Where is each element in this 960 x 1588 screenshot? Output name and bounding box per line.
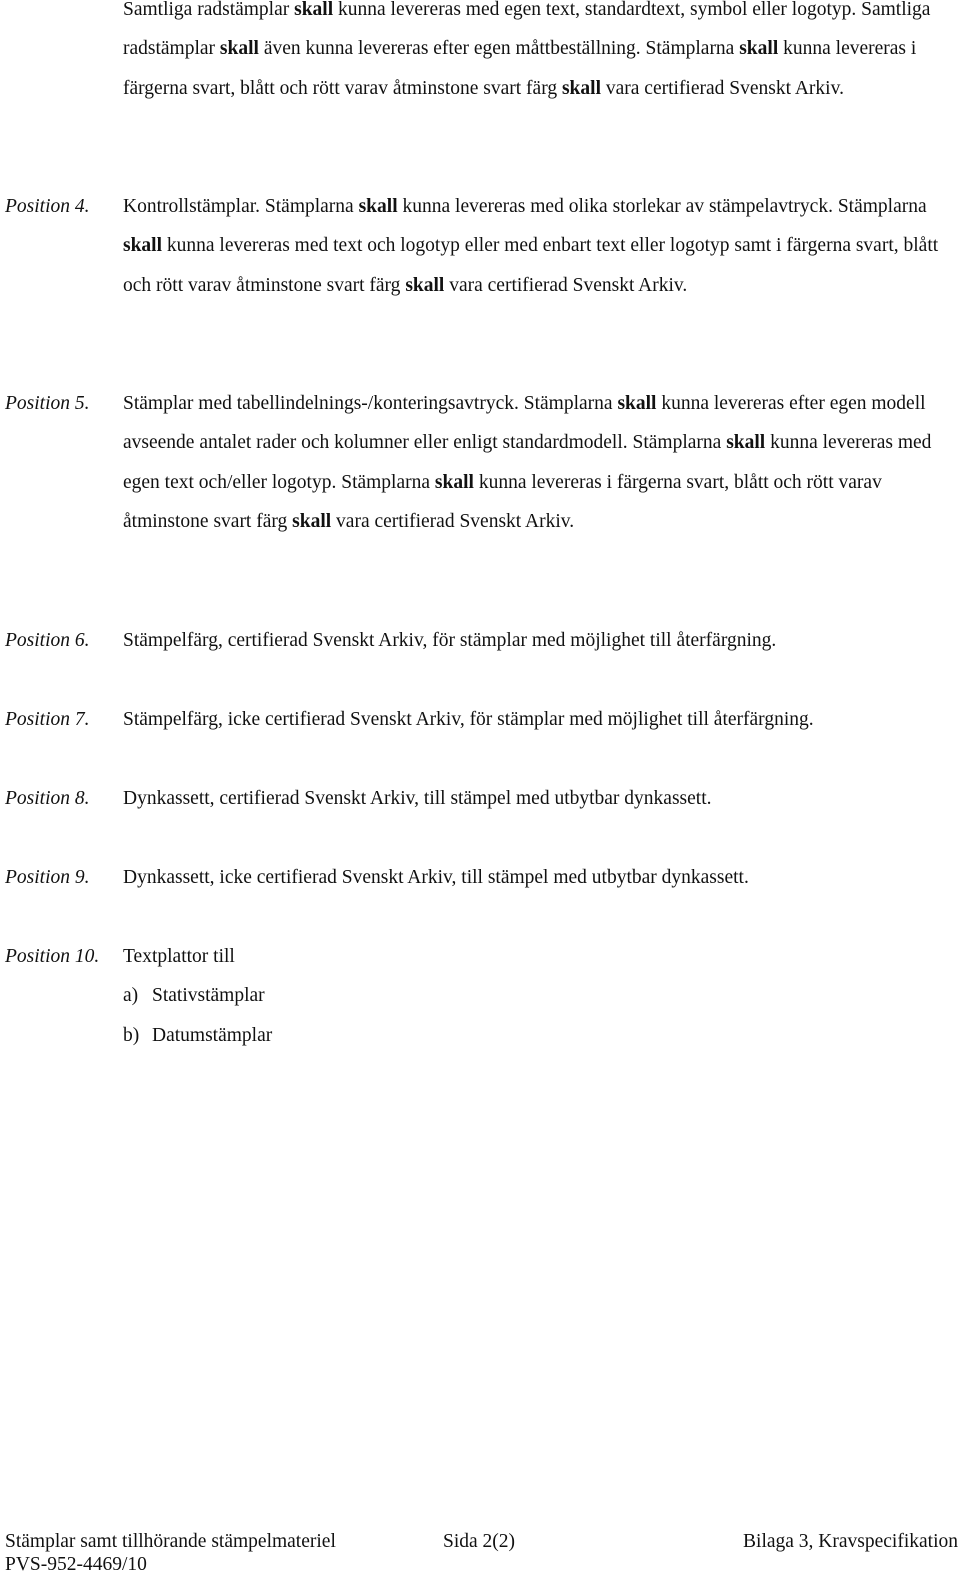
- paragraph-text: Kontrollstämplar. Stämplarna: [123, 196, 359, 217]
- position-label: Position 8.: [5, 788, 90, 809]
- paragraph-text: kunna levereras med text och logotyp eller med enbart text eller logotyp samt i färgerna svart, blått och rött varav åtminstone svart färg: [123, 235, 939, 296]
- list-marker: a): [123, 985, 139, 1007]
- position-label: Position 7.: [5, 709, 90, 730]
- emphasis-text: skall: [434, 471, 474, 493]
- paragraph-text: Stämpelfärg, certifierad Svenskt Arkiv, för stämplar med möjlighet till återfärgning.: [123, 630, 777, 651]
- position-text: [123, 858, 953, 897]
- list-marker: b): [123, 1024, 140, 1046]
- position-text: [123, 621, 953, 660]
- position-body: [123, 937, 953, 1055]
- emphasis-text: skall: [561, 77, 601, 99]
- paragraph-text: kunna levereras i färgerna svart, blått och rött varav åtminstone svart färg: [123, 38, 917, 99]
- paragraph-text: vara certifierad Svenskt Arkiv.: [601, 77, 844, 99]
- position-label: Position 9.: [5, 867, 90, 888]
- paragraph-text: kunna levereras med egen text, standardtext, symbol eller logotyp. Samtliga radstämplar: [123, 0, 931, 60]
- paragraph-text: vara certifierad Svenskt Arkiv.: [444, 274, 688, 296]
- paragraph-text: Stämplar med tabellindelnings-/konteringsavtryck. Stämplarna: [123, 393, 618, 414]
- list-item-text: Datumstämplar: [152, 1024, 273, 1046]
- position-text: [123, 779, 953, 818]
- position-label: Position 10.: [5, 946, 100, 967]
- position-label: Position 5.: [5, 393, 90, 414]
- page-footer: [0, 1518, 960, 1588]
- position-label: Position 6.: [5, 630, 90, 651]
- paragraph-text: vara certifierad Svenskt Arkiv.: [331, 511, 575, 533]
- continuation-paragraph: [123, 0, 953, 108]
- paragraph-text: kunna levereras i färgerna svart, blått och rött varav åtminstone svart färg: [123, 471, 882, 533]
- emphasis-text: skall: [358, 196, 398, 217]
- emphasis-text: skall: [726, 432, 766, 454]
- list-item: [123, 976, 953, 1015]
- paragraph-text: även kunna levereras efter egen måttbeställning. Stämplarna: [258, 38, 740, 60]
- paragraph-text: kunna levereras med olika storlekar av stämpelavtryck. Stämplarna: [397, 196, 927, 217]
- footer-appendix: Bilaga 3, Kravspecifikation: [743, 1531, 958, 1552]
- paragraph-text: kunna levereras med egen text och/eller logotyp. Stämplarna: [123, 432, 932, 493]
- emphasis-text: skall: [292, 511, 332, 533]
- emphasis-text: skall: [405, 274, 445, 296]
- position-label: Position 4.: [5, 196, 90, 217]
- emphasis-text: skall: [123, 235, 163, 257]
- list-item: [123, 1016, 953, 1055]
- footer-title: Stämplar samt tillhörande stämpelmateriel: [5, 1531, 336, 1552]
- paragraph-text: kunna levereras efter egen modell avseende antalet rader och kolumner eller enligt standardmodell. Stämplarna: [123, 393, 926, 454]
- emphasis-text: skall: [219, 38, 259, 60]
- paragraph-text: Stämpelfärg, icke certifierad Svenskt Arkiv, för stämplar med möjlighet till återfärgning.: [123, 709, 814, 730]
- emphasis-text: skall: [294, 0, 334, 20]
- paragraph-text: Dynkassett, certifierad Svenskt Arkiv, till stämpel med utbytbar dynkassett.: [123, 788, 712, 809]
- emphasis-text: skall: [739, 38, 779, 60]
- footer-document-number: PVS-952-4469/10: [5, 1554, 147, 1575]
- footer-page-number: Sida 2(2): [443, 1531, 516, 1552]
- position-text: [123, 700, 953, 739]
- list-item-text: Stativstämplar: [152, 985, 265, 1007]
- emphasis-text: skall: [617, 393, 657, 414]
- paragraph-text: Textplattor till: [123, 946, 235, 967]
- paragraph-text: Samtliga radstämplar: [123, 0, 295, 20]
- paragraph-text: Dynkassett, icke certifierad Svenskt Arkiv, till stämpel med utbytbar dynkassett.: [123, 867, 749, 888]
- position-text: [123, 937, 953, 976]
- position-text: [123, 384, 953, 542]
- position-text: [123, 187, 953, 305]
